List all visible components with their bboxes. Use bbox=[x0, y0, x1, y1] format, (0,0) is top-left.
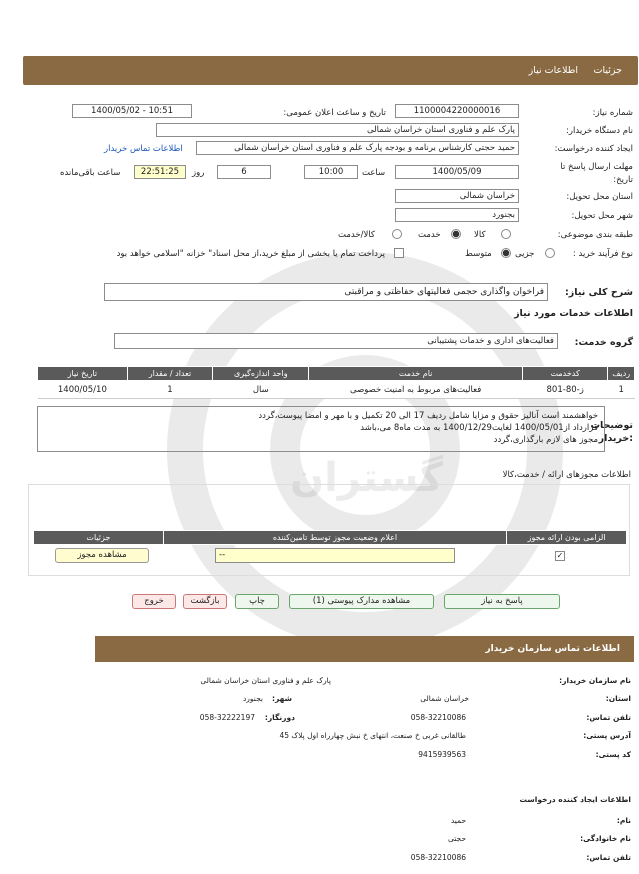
cat-service-radio[interactable] bbox=[451, 229, 461, 239]
city-label: شهر محل تحویل: bbox=[571, 211, 633, 221]
col-permit-required: الزامی بودن ارائه مجوز bbox=[507, 531, 627, 545]
col-permit-status: اعلام وضعیت مجوز توسط تامین‌کننده bbox=[163, 531, 506, 545]
cell-date: 1400/05/10 bbox=[38, 381, 128, 399]
province-field: خراسان شمالی bbox=[395, 189, 519, 203]
announce-field: 1400/05/02 - 10:51 bbox=[72, 104, 192, 118]
announce-label: تاریخ و ساعت اعلان عمومی: bbox=[283, 108, 386, 118]
contact-postal-value: 9415939563 bbox=[418, 750, 466, 759]
remaining-time-field: 22:51:25 bbox=[134, 165, 186, 179]
col-row: ردیف bbox=[608, 367, 635, 381]
cat-goods-service-label: کالا/خدمت bbox=[338, 230, 375, 240]
services-section-title: اطلاعات خدمات مورد نیاز bbox=[514, 308, 633, 319]
proc-minor-label: جزیی bbox=[515, 249, 535, 259]
contact-city-label: شهر: bbox=[272, 694, 292, 703]
creator-label: ایجاد کننده درخواست: bbox=[554, 144, 633, 154]
days-label: روز bbox=[192, 168, 205, 178]
buyer-notes-line2: قرارداد از1400/05/01 لغایت1400/12/29 به مدت ماه8 می،باشد bbox=[360, 423, 598, 433]
contact-org-value: پارک علم و فناوری استان خراسان شمالی bbox=[200, 676, 331, 685]
permits-table bbox=[33, 530, 627, 545]
proc-medium-label: متوسط bbox=[465, 249, 492, 259]
deadline-time-label: ساعت bbox=[362, 168, 386, 178]
cell-qty: 1 bbox=[127, 381, 212, 399]
breadcrumb-need-info[interactable]: اطلاعات نیاز bbox=[528, 65, 578, 76]
cell-unit: سال bbox=[213, 381, 309, 399]
requester-family-value: حجتی bbox=[448, 834, 466, 843]
deadline-label-2: تاریخ: bbox=[613, 175, 633, 185]
col-code: کدخدمت bbox=[522, 367, 607, 381]
contact-title: اطلاعات تماس سازمان خریدار bbox=[485, 644, 620, 654]
permit-required-checkbox: ✓ bbox=[556, 551, 564, 560]
deadline-time-field: 10:00 bbox=[304, 165, 358, 179]
col-name: نام خدمت bbox=[309, 367, 523, 381]
service-group-field: فعالیت‌های اداری و خدمات پشتیبانی bbox=[114, 333, 558, 349]
contact-fax-label: دورنگار: bbox=[264, 713, 295, 722]
buyer-notes-label-1: توضیحات bbox=[590, 420, 633, 431]
contact-bar bbox=[95, 636, 634, 662]
city-field: بجنورد bbox=[395, 208, 519, 222]
requester-name-value: حمید bbox=[450, 816, 466, 825]
contact-phone-value: 058-32210086 bbox=[410, 713, 466, 722]
requester-family-label: نام خانوادگی: bbox=[580, 834, 631, 843]
payment-note: پرداخت تمام یا بخشی از مبلغ خرید،از محل اسناد" خزانه "اسلامی خواهد بود bbox=[116, 249, 385, 259]
requester-name-label: نام: bbox=[616, 816, 631, 825]
permit-status-field[interactable]: -- bbox=[215, 548, 455, 563]
watermark-text: گستران bbox=[290, 455, 444, 501]
table-row bbox=[38, 381, 635, 399]
province-label: استان محل تحویل: bbox=[566, 192, 633, 202]
contact-org-label: نام سازمان خریدار: bbox=[559, 676, 631, 685]
back-button[interactable]: بازگشت bbox=[183, 594, 227, 609]
buyer-org-field: پارک علم و فناوری استان خراسان شمالی bbox=[156, 123, 519, 137]
col-unit: واحد اندازه‌گیری bbox=[213, 367, 309, 381]
contact-phone-label: تلفن تماس: bbox=[586, 713, 631, 722]
summary-field: فراخوان واگذاری حجمی فعالیتهای حفاظتی و مراقبتی bbox=[104, 283, 548, 301]
contact-city-value: بجنورد bbox=[242, 694, 263, 703]
cat-goods-radio[interactable] bbox=[501, 229, 511, 239]
cell-name: فعالیت‌های مربوط به امنیت خصوصی bbox=[309, 381, 523, 399]
service-group-label: گروه خدمت: bbox=[574, 337, 633, 348]
proc-medium-radio[interactable] bbox=[501, 248, 511, 258]
category-label: طبقه بندی موضوعی: bbox=[557, 230, 633, 240]
cat-service-label: خدمت bbox=[418, 230, 441, 240]
summary-label: شرح کلی نیاز: bbox=[564, 287, 633, 298]
buyer-notes-line3: مجوز های لازم بارگذاری،گردد bbox=[493, 435, 598, 445]
remaining-label: ساعت باقی‌مانده bbox=[60, 168, 121, 178]
days-field: 6 bbox=[217, 165, 271, 179]
buyer-contact-link[interactable]: اطلاعات تماس خریدار bbox=[104, 144, 183, 154]
permits-title: اطلاعات مجوزهای ارائه / خدمت،کالا bbox=[502, 470, 631, 480]
view-permit-button[interactable]: مشاهده مجوز bbox=[55, 548, 149, 563]
buyer-notes-line1: خواهشمند است آنالیز حقوق و مزایا شامل ردیف 17 الی 20 تکمیل و با مهر و امضا پیوست،گردد bbox=[258, 411, 598, 421]
cell-row: 1 bbox=[608, 381, 635, 399]
contact-fax-value: 058-32222197 bbox=[199, 713, 255, 722]
contact-address-label: آدرس پستی: bbox=[583, 731, 631, 740]
payment-checkbox[interactable] bbox=[394, 248, 404, 258]
attachments-button[interactable]: مشاهده مدارک پیوستی (1) bbox=[289, 594, 434, 609]
contact-address-value: طالقانی غربی خ صنعت، انتهای خ نبش چهارراه اول پلاک 45 bbox=[279, 731, 466, 740]
cat-goods-label: کالا bbox=[474, 230, 486, 240]
cat-goods-service-radio[interactable] bbox=[392, 229, 402, 239]
contact-postal-label: کد پستی: bbox=[595, 750, 631, 759]
header-bar bbox=[23, 56, 638, 85]
deadline-date-field: 1400/05/09 bbox=[395, 165, 519, 179]
requester-phone-label: تلفن تماس: bbox=[586, 853, 631, 862]
contact-province-label: استان: bbox=[605, 694, 631, 703]
proc-minor-radio[interactable] bbox=[545, 248, 555, 258]
requester-phone-value: 058-32210086 bbox=[410, 853, 466, 862]
col-date: تاریخ نیاز bbox=[38, 367, 128, 381]
buyer-notes-box bbox=[37, 406, 605, 452]
need-number-field: 1100004220000016 bbox=[395, 104, 519, 118]
col-permit-details: جزئیات bbox=[34, 531, 164, 545]
process-label: نوع فرآیند خرید : bbox=[572, 249, 633, 259]
cell-code: ز-80-801 bbox=[522, 381, 607, 399]
print-button[interactable]: چاپ bbox=[235, 594, 279, 609]
exit-button[interactable]: خروج bbox=[132, 594, 176, 609]
requester-title: اطلاعات ایجاد کننده درخواست bbox=[519, 795, 631, 804]
breadcrumb-details[interactable]: جزئیات bbox=[593, 65, 622, 76]
deadline-label-1: مهلت ارسال پاسخ تا bbox=[560, 162, 633, 172]
reply-button[interactable]: پاسخ به نیاز bbox=[444, 594, 560, 609]
buyer-org-label: نام دستگاه خریدار: bbox=[566, 126, 633, 136]
col-qty: تعداد / مقدار bbox=[127, 367, 212, 381]
need-number-label: شماره نیاز: bbox=[592, 108, 633, 118]
buyer-notes-label-2: :خریدار bbox=[598, 433, 633, 444]
contact-province-value: خراسان شمالی bbox=[420, 694, 469, 703]
creator-field: حمید حجتی کارشناس برنامه و بودجه پارک علم و فناوری استان خراسان شمالی bbox=[196, 141, 519, 155]
service-table bbox=[37, 366, 635, 399]
